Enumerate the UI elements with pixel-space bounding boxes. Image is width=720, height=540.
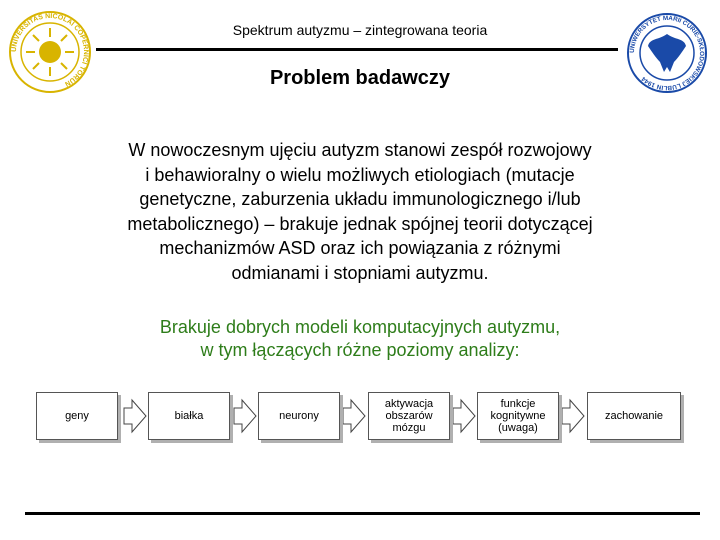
body-line: i behawioralny o wielu możliwych etiologiach (mutacje [145, 164, 575, 185]
block-arrow-right-icon [453, 400, 475, 432]
body-line: metabolicznego) – brakuje jednak spójnej teorii dotyczącej [127, 213, 593, 234]
university-logo-left [8, 10, 92, 94]
header-divider [96, 48, 618, 51]
highlight-line: w tym łączących różne poziomy analizy: [200, 340, 520, 360]
flow-box-label: mózgu [392, 422, 426, 434]
flow-box-zachowanie [587, 392, 681, 440]
highlight-paragraph [90, 316, 630, 362]
svg-text:UNIVERSITAS NICOLAI COPERNICI: UNIVERSITAS NICOLAI COPERNICI TORUN [10, 12, 90, 88]
sun-seal-icon [10, 12, 90, 92]
flow-box-geny [36, 392, 118, 440]
flow-box-bialka [148, 392, 230, 440]
block-arrow-right-icon [124, 400, 146, 432]
block-arrow-right-icon [343, 400, 365, 432]
flow-box-neurony [258, 392, 340, 440]
flow-box-aktywacja [368, 392, 450, 440]
eagle-seal-icon [628, 14, 706, 92]
slide-title: Problem badawczy [269, 67, 451, 89]
flow-box-label: (uwaga) [498, 422, 538, 434]
flow-box-label: zachowanie [604, 410, 664, 422]
block-arrow-right-icon [234, 400, 256, 432]
body-line: mechanizmów ASD oraz ich powiązania z różnymi [159, 238, 561, 258]
body-paragraph [70, 138, 650, 285]
body-line: genetyczne, zaburzenia układu immunologicznego i/lub [139, 189, 581, 209]
header-title: Spektrum autyzmu – zintegrowana teoria [232, 22, 488, 38]
flow-box-label: kognitywne [490, 410, 546, 422]
flow-box-funkcje [477, 392, 559, 440]
body-line: odmianami i stopniami autyzmu. [231, 262, 489, 283]
flow-box-label: neurony [279, 410, 319, 422]
university-logo-right [626, 12, 708, 94]
highlight-line: Brakuje dobrych modeli komputacyjnych autyzmu, [159, 317, 561, 337]
footer-divider [25, 512, 700, 515]
flow-box-label: geny [65, 410, 89, 422]
flow-box-label: aktywacja [384, 398, 434, 410]
block-arrow-right-icon [562, 400, 584, 432]
flow-box-label: białka [174, 410, 204, 422]
body-line: W nowoczesnym ujęciu autyzm stanowi zespół rozwojowy [128, 140, 592, 160]
svg-text:UNIWERSYTET MARII CURIE-SKŁODO: UNIWERSYTET MARII CURIE-SKŁODOWSKIEJ LUBLIN 1944 [628, 14, 706, 92]
flow-box-label: obszarów [385, 410, 433, 422]
flow-box-label: funkcje [500, 398, 536, 410]
